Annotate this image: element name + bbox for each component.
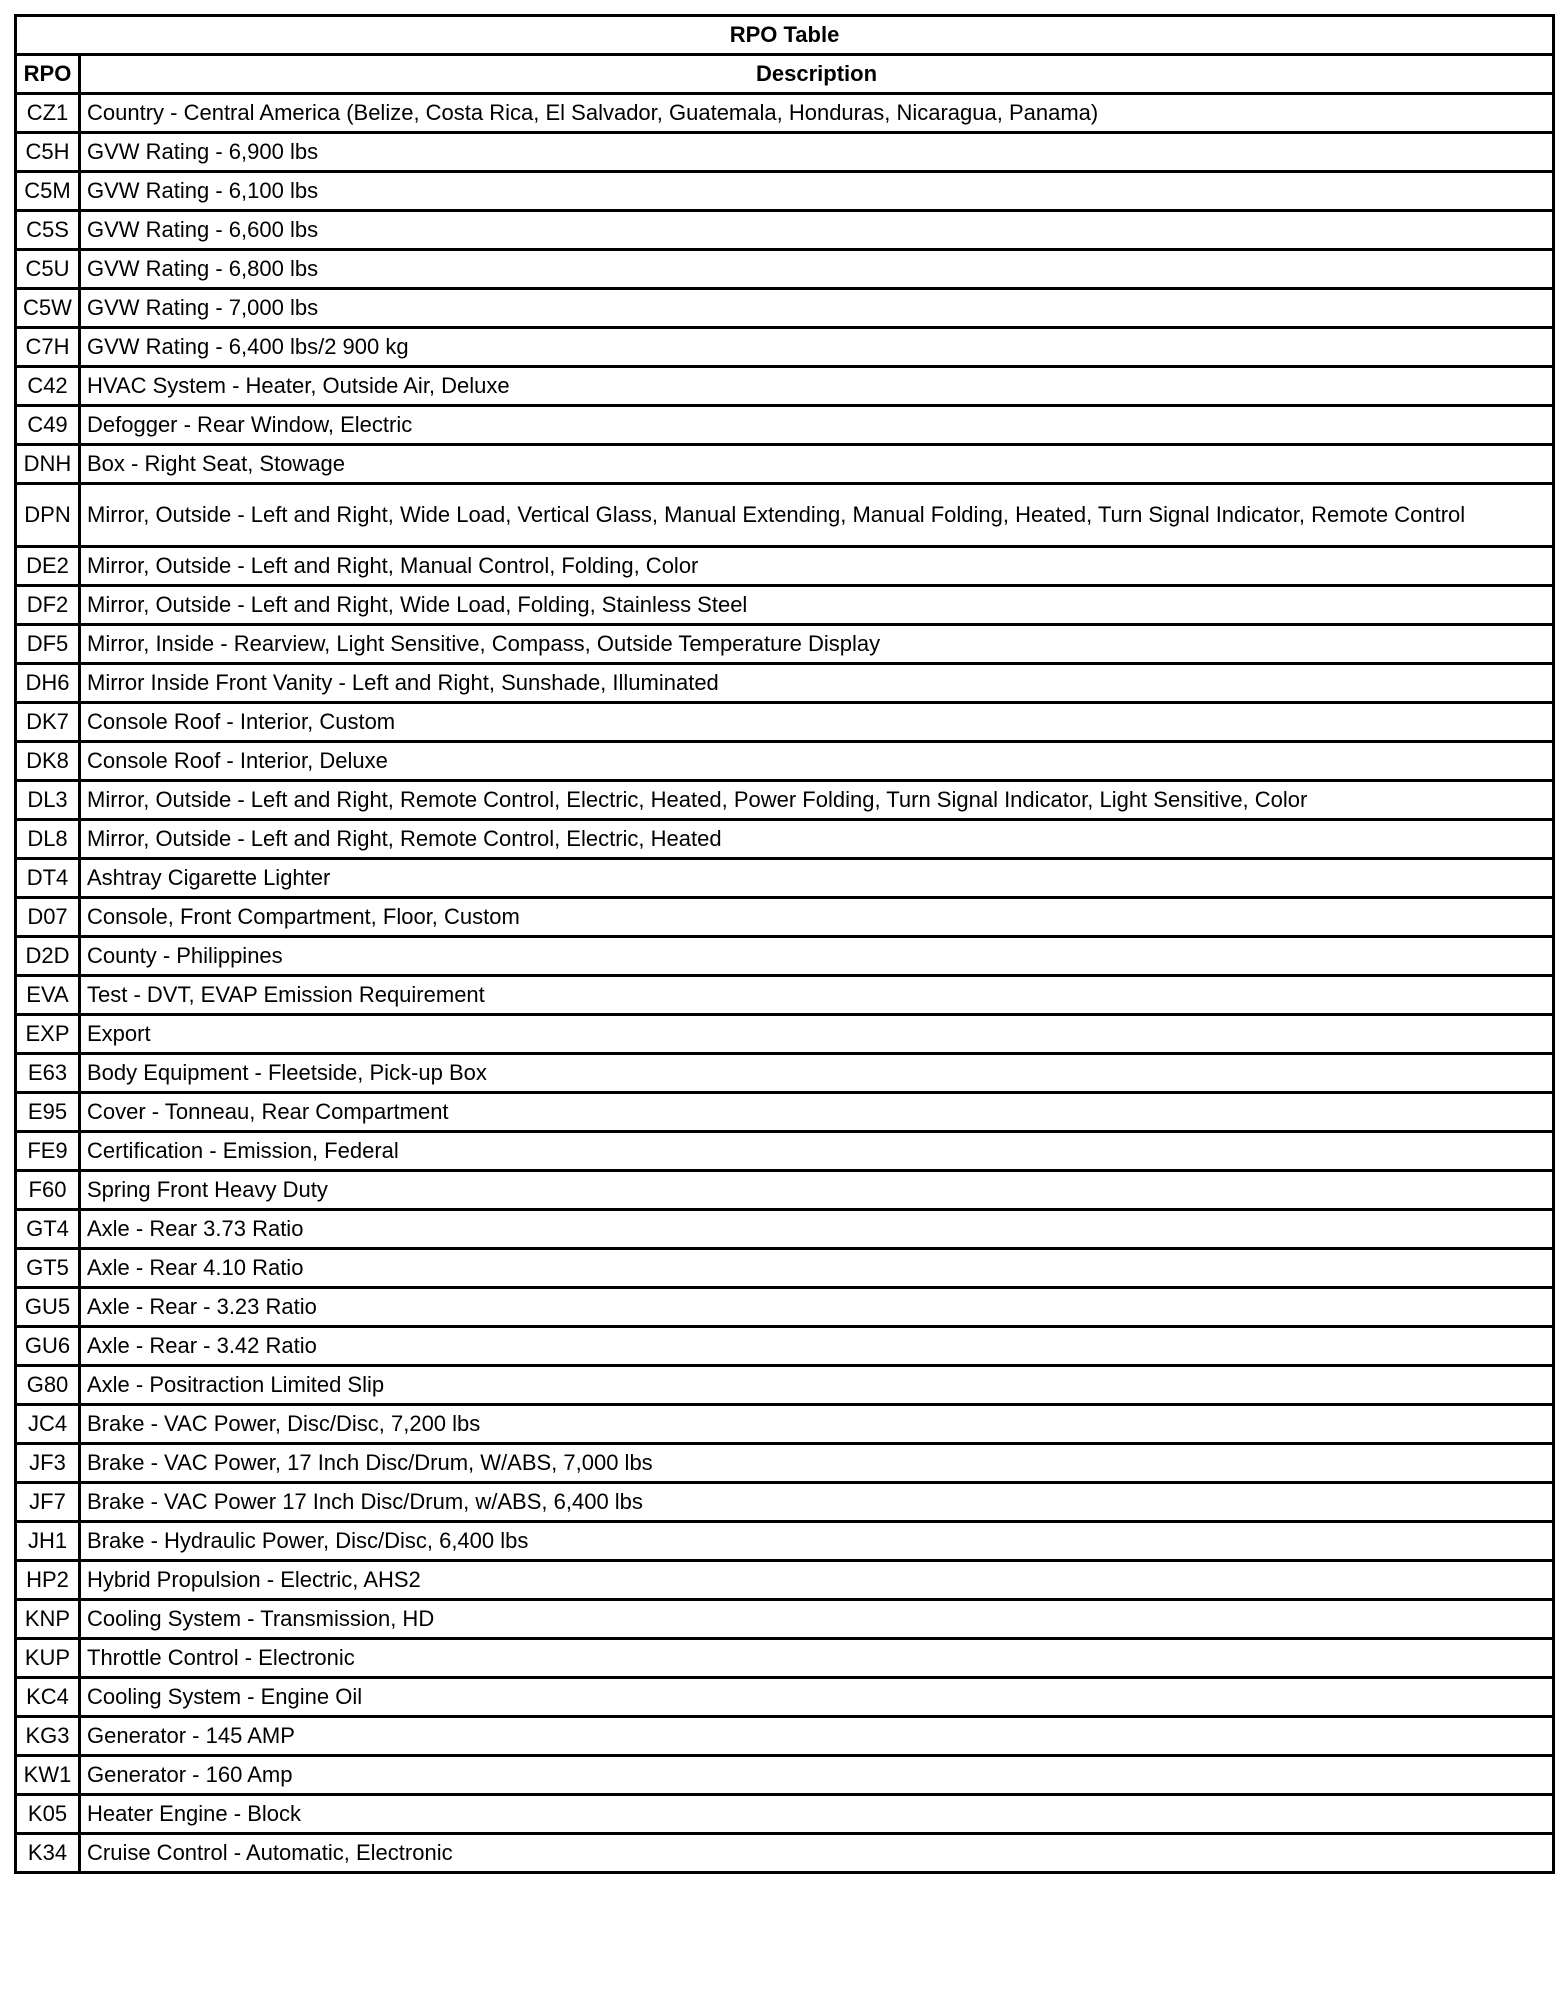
rpo-code: KNP — [16, 1600, 80, 1639]
rpo-code: C49 — [16, 406, 80, 445]
rpo-description: Country - Central America (Belize, Costa Rica, El Salvador, Guatemala, Honduras, Nicaragua, Panama) — [80, 94, 1554, 133]
rpo-description: Hybrid Propulsion - Electric, AHS2 — [80, 1561, 1554, 1600]
rpo-description: GVW Rating - 6,100 lbs — [80, 172, 1554, 211]
table-row — [16, 1093, 1554, 1132]
table-row — [16, 328, 1554, 367]
table-row — [16, 664, 1554, 703]
rpo-description: Box - Right Seat, Stowage — [80, 445, 1554, 484]
rpo-description: Spring Front Heavy Duty — [80, 1171, 1554, 1210]
table-row — [16, 1678, 1554, 1717]
rpo-code: KW1 — [16, 1756, 80, 1795]
header-description: Description — [80, 55, 1554, 94]
rpo-description: Console Roof - Interior, Deluxe — [80, 742, 1554, 781]
rpo-description: Brake - VAC Power 17 Inch Disc/Drum, w/ABS, 6,400 lbs — [80, 1483, 1554, 1522]
rpo-code: DL8 — [16, 820, 80, 859]
rpo-code: C42 — [16, 367, 80, 406]
rpo-code: D2D — [16, 937, 80, 976]
table-row — [16, 1600, 1554, 1639]
rpo-code: EVA — [16, 976, 80, 1015]
table-row — [16, 1171, 1554, 1210]
rpo-code: DPN — [16, 484, 80, 547]
rpo-description: Axle - Rear - 3.23 Ratio — [80, 1288, 1554, 1327]
table-row — [16, 289, 1554, 328]
rpo-code: C5W — [16, 289, 80, 328]
table-row — [16, 703, 1554, 742]
table-row — [16, 1327, 1554, 1366]
rpo-code: JF3 — [16, 1444, 80, 1483]
table-row — [16, 547, 1554, 586]
rpo-description: Axle - Rear 3.73 Ratio — [80, 1210, 1554, 1249]
table-row — [16, 94, 1554, 133]
rpo-description: Body Equipment - Fleetside, Pick-up Box — [80, 1054, 1554, 1093]
rpo-code: DK7 — [16, 703, 80, 742]
table-row — [16, 1717, 1554, 1756]
table-title-row — [16, 16, 1554, 55]
rpo-description: Cooling System - Transmission, HD — [80, 1600, 1554, 1639]
rpo-code: JF7 — [16, 1483, 80, 1522]
rpo-code: DT4 — [16, 859, 80, 898]
rpo-description: Brake - VAC Power, Disc/Disc, 7,200 lbs — [80, 1405, 1554, 1444]
table-row — [16, 133, 1554, 172]
table-row — [16, 898, 1554, 937]
rpo-code: GU6 — [16, 1327, 80, 1366]
rpo-code: GT5 — [16, 1249, 80, 1288]
rpo-description: Brake - Hydraulic Power, Disc/Disc, 6,400 lbs — [80, 1522, 1554, 1561]
table-row — [16, 367, 1554, 406]
rpo-code: EXP — [16, 1015, 80, 1054]
rpo-code: JC4 — [16, 1405, 80, 1444]
rpo-code: JH1 — [16, 1522, 80, 1561]
rpo-description: GVW Rating - 6,800 lbs — [80, 250, 1554, 289]
table-row — [16, 1795, 1554, 1834]
table-row — [16, 406, 1554, 445]
rpo-description: Test - DVT, EVAP Emission Requirement — [80, 976, 1554, 1015]
table-row — [16, 1405, 1554, 1444]
table-row — [16, 937, 1554, 976]
table-row — [16, 1288, 1554, 1327]
table-row — [16, 1366, 1554, 1405]
table-row — [16, 211, 1554, 250]
rpo-description: Console Roof - Interior, Custom — [80, 703, 1554, 742]
rpo-code: DE2 — [16, 547, 80, 586]
table-row — [16, 1249, 1554, 1288]
rpo-code: DNH — [16, 445, 80, 484]
rpo-code: GT4 — [16, 1210, 80, 1249]
table-row — [16, 1639, 1554, 1678]
rpo-code: HP2 — [16, 1561, 80, 1600]
table-row — [16, 1210, 1554, 1249]
rpo-description: Cover - Tonneau, Rear Compartment — [80, 1093, 1554, 1132]
rpo-code: CZ1 — [16, 94, 80, 133]
rpo-description: Mirror, Outside - Left and Right, Wide Load, Vertical Glass, Manual Extending, Manual Folding, Heated, Turn Signal Indicator, Remote Control — [80, 484, 1554, 547]
table-title: RPO Table — [16, 16, 1554, 55]
table-row — [16, 625, 1554, 664]
table-row — [16, 250, 1554, 289]
rpo-code: KC4 — [16, 1678, 80, 1717]
table-row — [16, 172, 1554, 211]
table-row — [16, 1834, 1554, 1873]
rpo-code: C5S — [16, 211, 80, 250]
rpo-code: KUP — [16, 1639, 80, 1678]
rpo-description: Brake - VAC Power, 17 Inch Disc/Drum, W/ABS, 7,000 lbs — [80, 1444, 1554, 1483]
table-row — [16, 859, 1554, 898]
rpo-description: GVW Rating - 7,000 lbs — [80, 289, 1554, 328]
rpo-description: Throttle Control - Electronic — [80, 1639, 1554, 1678]
rpo-description: Mirror, Outside - Left and Right, Wide Load, Folding, Stainless Steel — [80, 586, 1554, 625]
rpo-code: FE9 — [16, 1132, 80, 1171]
rpo-code: K34 — [16, 1834, 80, 1873]
table-row — [16, 445, 1554, 484]
table-header-row — [16, 55, 1554, 94]
rpo-description: Cooling System - Engine Oil — [80, 1678, 1554, 1717]
rpo-description: Console, Front Compartment, Floor, Custom — [80, 898, 1554, 937]
table-row — [16, 820, 1554, 859]
table-row — [16, 1483, 1554, 1522]
rpo-code: C5M — [16, 172, 80, 211]
rpo-code: DK8 — [16, 742, 80, 781]
rpo-description: Cruise Control - Automatic, Electronic — [80, 1834, 1554, 1873]
table-row — [16, 742, 1554, 781]
rpo-description: Export — [80, 1015, 1554, 1054]
rpo-code: F60 — [16, 1171, 80, 1210]
rpo-code: DH6 — [16, 664, 80, 703]
rpo-code: DF5 — [16, 625, 80, 664]
rpo-description: Axle - Rear 4.10 Ratio — [80, 1249, 1554, 1288]
table-row — [16, 1756, 1554, 1795]
header-rpo: RPO — [16, 55, 80, 94]
rpo-code: C5U — [16, 250, 80, 289]
rpo-code: DL3 — [16, 781, 80, 820]
rpo-code: E95 — [16, 1093, 80, 1132]
rpo-description: Mirror, Outside - Left and Right, Remote Control, Electric, Heated — [80, 820, 1554, 859]
rpo-code: E63 — [16, 1054, 80, 1093]
table-row — [16, 1561, 1554, 1600]
table-row — [16, 1015, 1554, 1054]
rpo-description: HVAC System - Heater, Outside Air, Deluxe — [80, 367, 1554, 406]
table-body — [16, 94, 1554, 1873]
rpo-description: GVW Rating - 6,600 lbs — [80, 211, 1554, 250]
table-row — [16, 484, 1554, 547]
rpo-description: Generator - 160 Amp — [80, 1756, 1554, 1795]
rpo-code: C5H — [16, 133, 80, 172]
rpo-code: GU5 — [16, 1288, 80, 1327]
rpo-code: DF2 — [16, 586, 80, 625]
rpo-code: C7H — [16, 328, 80, 367]
rpo-description: Certification - Emission, Federal — [80, 1132, 1554, 1171]
rpo-description: Mirror, Inside - Rearview, Light Sensitive, Compass, Outside Temperature Display — [80, 625, 1554, 664]
table-row — [16, 1132, 1554, 1171]
rpo-description: Axle - Positraction Limited Slip — [80, 1366, 1554, 1405]
rpo-description: Generator - 145 AMP — [80, 1717, 1554, 1756]
rpo-code: G80 — [16, 1366, 80, 1405]
table-row — [16, 1054, 1554, 1093]
rpo-description: Mirror, Outside - Left and Right, Remote Control, Electric, Heated, Power Folding, Turn Signal Indicator, Light Sensitive, Color — [80, 781, 1554, 820]
rpo-code: D07 — [16, 898, 80, 937]
rpo-description: Mirror Inside Front Vanity - Left and Right, Sunshade, Illuminated — [80, 664, 1554, 703]
rpo-code: K05 — [16, 1795, 80, 1834]
rpo-description: Axle - Rear - 3.42 Ratio — [80, 1327, 1554, 1366]
table-row — [16, 1444, 1554, 1483]
rpo-description: GVW Rating - 6,900 lbs — [80, 133, 1554, 172]
rpo-table — [14, 14, 1555, 1874]
rpo-description: County - Philippines — [80, 937, 1554, 976]
rpo-description: Heater Engine - Block — [80, 1795, 1554, 1834]
table-row — [16, 1522, 1554, 1561]
rpo-description: Defogger - Rear Window, Electric — [80, 406, 1554, 445]
rpo-description: GVW Rating - 6,400 lbs/2 900 kg — [80, 328, 1554, 367]
table-row — [16, 586, 1554, 625]
rpo-code: KG3 — [16, 1717, 80, 1756]
rpo-description: Mirror, Outside - Left and Right, Manual Control, Folding, Color — [80, 547, 1554, 586]
table-row — [16, 976, 1554, 1015]
table-row — [16, 781, 1554, 820]
rpo-description: Ashtray Cigarette Lighter — [80, 859, 1554, 898]
